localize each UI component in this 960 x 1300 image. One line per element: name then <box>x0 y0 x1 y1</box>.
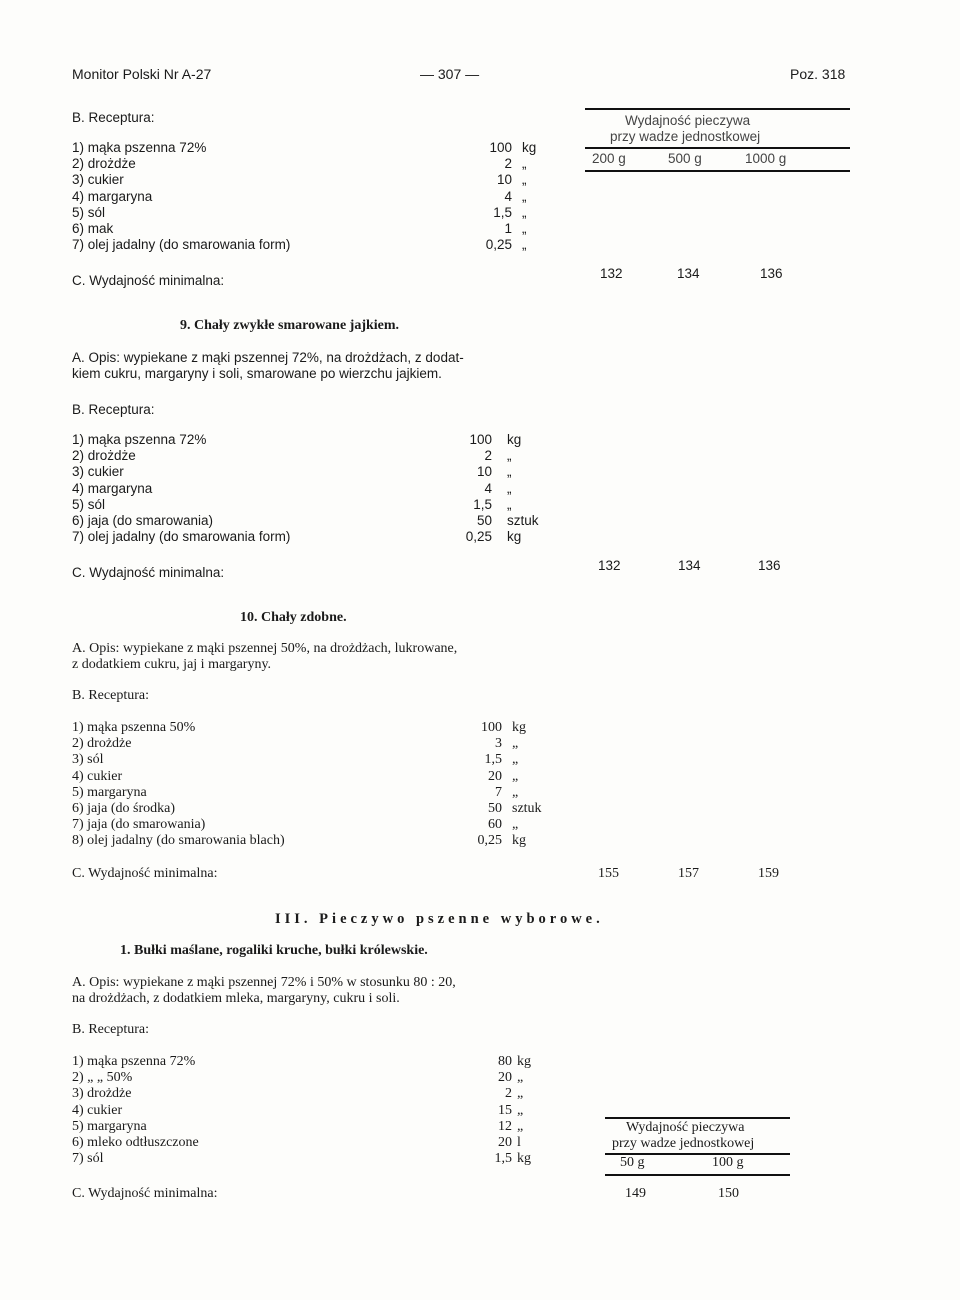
ingredient-label: 3) drożdże <box>72 1086 132 1102</box>
ingredient-amount: 60 <box>488 817 502 833</box>
ingredient-amount: 100 <box>489 140 512 155</box>
ingredient-unit: „ <box>517 1118 524 1134</box>
ingredient-unit: sztuk <box>507 513 539 528</box>
ingredient-amount: 4 <box>504 188 512 204</box>
recipe-row <box>72 481 542 497</box>
ingredient-unit: „ <box>522 188 527 204</box>
ingredient-label: 3) cukier <box>72 464 124 480</box>
ingredient-amount: 12 <box>498 1118 512 1134</box>
sec10-desc-line-1: A. Opis: wypiekane z mąki pszennej 50%, na drożdżach, lukrowane, <box>72 641 458 656</box>
ingredient-unit: „ <box>522 156 527 172</box>
sec10-desc-line-2: z dodatkiem cukru, jaj i margaryny. <box>72 657 272 672</box>
sec9-yield-3: 136 <box>758 558 781 573</box>
sec3-c-label: C. Wydajność minimalna: <box>72 1186 218 1201</box>
table2-title-2: przy wadze jednostkowej <box>612 1136 755 1151</box>
ingredient-amount: 1,5 <box>473 496 492 512</box>
ingredient-label: 6) jaja (do smarowania) <box>72 513 214 528</box>
recipe-row <box>72 448 542 464</box>
ingredient-amount: 2 <box>504 156 512 172</box>
ingredient-amount: 20 <box>488 768 502 784</box>
ingredient-unit: kg <box>507 529 522 545</box>
ingredient-unit: „ <box>522 237 527 253</box>
ingredient-label: 6) mak <box>72 221 114 236</box>
ingredient-amount: 0,25 <box>485 237 512 253</box>
sec10-yield-1: 155 <box>598 866 619 881</box>
ingredient-unit: „ <box>507 448 512 464</box>
ingredient-amount: 100 <box>469 432 492 447</box>
ingredient-label: 4) margaryna <box>72 480 153 496</box>
recipe-row <box>72 1086 542 1102</box>
ingredient-unit: „ <box>517 1102 524 1118</box>
page-number: — 307 — <box>420 66 480 82</box>
recipe-row <box>72 1070 542 1086</box>
sec10-yield-3: 159 <box>758 866 779 881</box>
recipe-row <box>72 1103 542 1119</box>
ingredient-amount: 2 <box>484 448 492 464</box>
ingredient-label: 7) olej jadalny (do smarowania form) <box>72 237 291 253</box>
ingredient-amount: 15 <box>498 1102 512 1118</box>
sec10-description <box>72 641 542 673</box>
ingredient-label: 5) margaryna <box>72 784 147 800</box>
sec3-yield-1: 149 <box>625 1186 646 1201</box>
ingredient-amount: 100 <box>481 720 502 735</box>
ingredient-amount: 20 <box>498 1135 512 1150</box>
sec9-yield-1: 132 <box>598 558 621 573</box>
col-1000g: 1000 g <box>745 151 787 166</box>
ingredient-label: 5) sól <box>72 496 106 512</box>
recipe-row <box>72 205 542 221</box>
ingredient-label: 7) jaja (do smarowania) <box>72 817 206 833</box>
recipe-row <box>72 785 542 801</box>
ingredient-label: 2) drożdże <box>72 736 132 752</box>
ingredient-unit: „ <box>512 784 519 800</box>
sec9-description <box>72 350 532 382</box>
ingredient-label: 3) cukier <box>72 172 124 188</box>
ingredient-amount: 3 <box>495 736 502 752</box>
ingredient-amount: 50 <box>476 513 492 528</box>
ingredient-amount: 0,25 <box>477 833 502 849</box>
ingredient-label: 2) „ „ 50% <box>72 1070 133 1086</box>
ingredient-label: 1) mąka pszenna 72% <box>72 432 207 447</box>
ingredient-label: 3) sól <box>72 752 104 768</box>
ingredient-amount: 1,5 <box>484 752 502 768</box>
recipe-row <box>72 752 542 768</box>
table2-col-100g: 100 g <box>712 1155 744 1170</box>
ingredient-unit: sztuk <box>512 801 542 816</box>
recipe-row <box>72 1151 542 1167</box>
recipe-row <box>72 1135 542 1151</box>
ingredient-label: 1) mąka pszenna 72% <box>72 140 207 155</box>
recipe-row <box>72 172 542 188</box>
ingredient-amount: 80 <box>498 1054 512 1069</box>
table-bottom-rule <box>585 170 850 172</box>
recipe-row <box>72 237 542 253</box>
ingredient-amount: 2 <box>505 1086 512 1102</box>
ingredient-label: 1) mąka pszenna 72% <box>72 1054 196 1069</box>
table-top-rule <box>585 108 850 110</box>
ingredient-label: 6) jaja (do środka) <box>72 801 176 816</box>
ingredient-amount: 10 <box>496 172 512 188</box>
yield-table-title-1: Wydajność pieczywa <box>625 113 751 128</box>
ingredient-amount: 1,5 <box>493 204 512 220</box>
ingredient-label: 7) sól <box>72 1151 104 1167</box>
sec9-desc-line-1: A. Opis: wypiekane z mąki pszennej 72%, na drożdżach, z dodat- <box>72 350 464 365</box>
sec8-yield-1: 132 <box>600 266 623 281</box>
sec10-c-label: C. Wydajność minimalna: <box>72 866 218 881</box>
sec8-yield-2: 134 <box>677 266 700 281</box>
sec3-desc-line-1: A. Opis: wypiekane z mąki pszennej 72% i 50% w stosunku 80 : 20, <box>72 975 456 990</box>
ingredient-amount: 10 <box>476 464 492 480</box>
ingredient-amount: 4 <box>484 480 492 496</box>
sec9-yield-2: 134 <box>678 558 701 573</box>
ingredient-label: 5) sól <box>72 204 106 220</box>
ingredient-unit: „ <box>517 1086 524 1102</box>
position-number: Poz. 318 <box>790 66 846 82</box>
table2-title-1: Wydajność pieczywa <box>626 1120 745 1135</box>
sec3-yield-2: 150 <box>718 1186 739 1201</box>
ingredient-unit: „ <box>522 221 527 236</box>
sec8-c-label: C. Wydajność minimalna: <box>72 273 225 288</box>
ingredient-unit: „ <box>517 1070 524 1086</box>
sec3-subtitle: 1. Bułki maślane, rogaliki kruche, bułki królewskie. <box>120 943 428 958</box>
table-mid-rule <box>585 147 850 149</box>
sec9-c-label: C. Wydajność minimalna: <box>72 565 225 580</box>
chapter-heading: III. Pieczywo pszenne wyborowe. <box>275 911 604 927</box>
ingredient-unit: „ <box>507 480 512 496</box>
ingredient-amount: 0,25 <box>465 529 492 545</box>
recipe-row <box>72 189 542 205</box>
ingredient-label: 4) cukier <box>72 1102 123 1118</box>
ingredient-unit: „ <box>512 752 519 768</box>
ingredient-label: 4) margaryna <box>72 188 153 204</box>
ingredient-label: 4) cukier <box>72 768 123 784</box>
sec10-title: 10. Chały zdobne. <box>240 610 347 625</box>
ingredient-amount: 1,5 <box>494 1151 512 1167</box>
sec3-b-label: B. Receptura: <box>72 1022 149 1037</box>
recipe-row <box>72 1054 542 1070</box>
recipe-row <box>72 156 542 172</box>
ingredient-unit: „ <box>512 817 519 833</box>
recipe-row <box>72 817 542 833</box>
sec9-b-label: B. Receptura: <box>72 402 155 417</box>
recipe-row <box>72 497 542 513</box>
ingredient-unit: kg <box>517 1054 531 1069</box>
ingredient-unit: kg <box>507 432 522 447</box>
ingredient-amount: 1 <box>504 221 512 236</box>
sec10-b-label: B. Receptura: <box>72 688 149 703</box>
ingredient-unit: kg <box>517 1151 531 1167</box>
ingredient-label: 2) drożdże <box>72 448 136 464</box>
sec3-desc-line-2: na drożdżach, z dodatkiem mleka, margaryny, cukru i soli. <box>72 991 400 1006</box>
ingredient-label: 6) mleko odtłuszczone <box>72 1135 199 1150</box>
ingredient-label: 8) olej jadalny (do smarowania blach) <box>72 833 285 849</box>
recipe-row <box>72 221 542 237</box>
ingredient-unit: „ <box>522 204 527 220</box>
recipe-row <box>72 801 542 817</box>
ingredient-label: 5) margaryna <box>72 1118 147 1134</box>
ingredient-unit: „ <box>512 768 519 784</box>
ingredient-label: 2) drożdże <box>72 156 136 172</box>
sec9-desc-line-2: kiem cukru, margaryny i soli, smarowane po wierzchu jajkiem. <box>72 366 442 381</box>
ingredient-unit: „ <box>522 172 527 188</box>
recipe-row <box>72 432 542 448</box>
yield-table-title-2: przy wadze jednostkowej <box>610 129 761 144</box>
ingredient-label: 1) mąka pszenna 50% <box>72 720 196 735</box>
col-200g: 200 g <box>592 151 626 166</box>
ingredient-unit: „ <box>507 464 512 480</box>
recipe-row <box>72 513 542 529</box>
recipe-row <box>72 769 542 785</box>
col-500g: 500 g <box>668 151 702 166</box>
recipe-row <box>72 1119 542 1135</box>
sec8-yield-3: 136 <box>760 266 783 281</box>
sec3-description <box>72 975 542 1007</box>
table2-col-50g: 50 g <box>620 1155 645 1170</box>
recipe-row <box>72 833 542 849</box>
ingredient-label: 7) olej jadalny (do smarowania form) <box>72 529 291 545</box>
ingredient-unit: „ <box>507 496 512 512</box>
ingredient-unit: kg <box>512 720 526 735</box>
table2-top-rule <box>605 1117 790 1119</box>
recipe-row <box>72 464 542 480</box>
ingredient-amount: 20 <box>498 1070 512 1086</box>
recipe-row <box>72 736 542 752</box>
sec9-title: 9. Chały zwykłe smarowane jajkiem. <box>180 318 400 333</box>
recipe-row <box>72 529 542 545</box>
ingredient-unit: kg <box>512 833 526 849</box>
recipe-row <box>72 140 542 156</box>
recipe-row <box>72 720 542 736</box>
sec10-yield-2: 157 <box>678 866 699 881</box>
ingredient-amount: 50 <box>488 801 502 816</box>
publication-title: Monitor Polski Nr A-27 <box>72 66 212 82</box>
ingredient-unit: „ <box>512 736 519 752</box>
table2-bottom-rule <box>605 1174 790 1176</box>
sec8-b-label: B. Receptura: <box>72 110 155 125</box>
ingredient-unit: l <box>517 1135 521 1150</box>
ingredient-unit: kg <box>522 140 537 155</box>
ingredient-amount: 7 <box>495 784 502 800</box>
